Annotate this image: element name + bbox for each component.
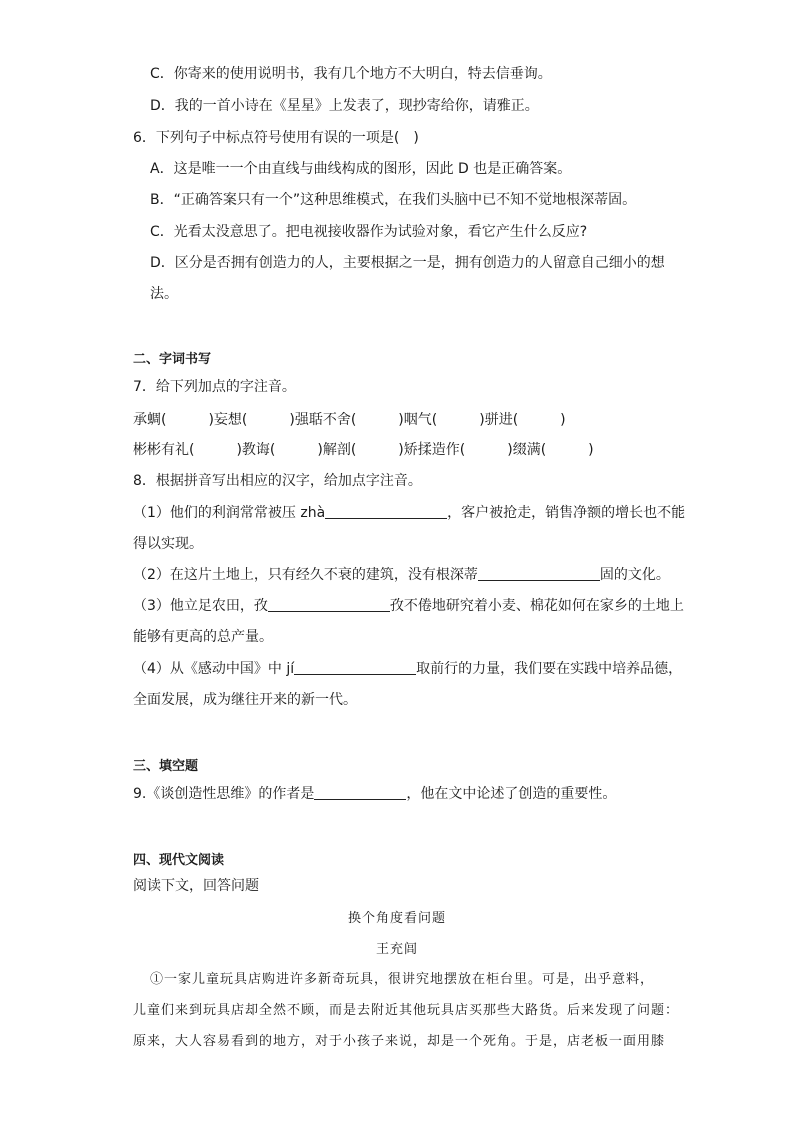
- q6-stem: 6．下列句子中标点符号使用有误的一项是( ): [133, 130, 419, 146]
- q8-3-text-c: 能够有更高的总产量。: [133, 629, 273, 645]
- q9: [133, 784, 616, 804]
- q8-item-4: [133, 659, 682, 679]
- q8-item-1: [133, 503, 685, 523]
- q8-1-text-a: （1）他们的利润常常被压 zhà: [133, 505, 326, 521]
- q8-2-answer-blank[interactable]: [478, 566, 600, 581]
- section-4-heading: 四、现代文阅读: [133, 853, 225, 868]
- q9-answer-blank[interactable]: [314, 785, 406, 800]
- q8-item-3: [133, 596, 684, 616]
- q8-4-text-a: （4）从《感动中国》中 jí: [133, 661, 295, 677]
- q8-4-text-b: 取前行的力量，我们要在实践中培养品德，: [416, 661, 683, 677]
- q8-3-text-b: 孜不倦地研究着小麦、棉花如何在家乡的土地上: [389, 598, 684, 614]
- reading-instruction: 阅读下文，回答问题: [133, 878, 259, 894]
- q6-option-d-line1: D．区分是否拥有创造力的人，主要根据之一是，拥有创造力的人留意自己细小的想: [150, 255, 665, 271]
- q8-2-text-b: 固的文化。: [599, 567, 670, 583]
- q6-option-c: C．光看太没意思了。把电视接收器作为试验对象，看它产生什么反应?: [150, 224, 588, 240]
- q6-option-a: A．这是唯一一个由直线与曲线构成的图形，因此 D 也是正确答案。: [150, 161, 572, 177]
- q8-3-text-a: （3）他立足农田，孜: [133, 598, 268, 614]
- q9-text-a: 9.《谈创造性思维》的作者是: [133, 786, 315, 802]
- q7-stem: 7．给下列加点的字注音。: [133, 379, 296, 395]
- q9-text-b: ，他在文中论述了创造的重要性。: [406, 786, 617, 802]
- passage-line-3: 原来，大人容易看到的地方，对于小孩子来说，却是一个死角。于是，店老板一面用膝: [133, 1034, 666, 1049]
- q8-1-answer-blank[interactable]: [325, 504, 447, 519]
- q8-4-text-c: 全面发展，成为继往开来的新一代。: [133, 692, 357, 708]
- passage-line-2: 儿童们来到玩具店却全然不顾，而是去附近其他玩具店买那些大路货。后来发现了问题：: [133, 1003, 680, 1018]
- passage-author: 王充闾: [375, 942, 418, 957]
- q7-row-2: 彬彬有礼( )教诲( )解剖( )矫揉造作( )缀满( ): [133, 442, 594, 458]
- q8-item-2: [133, 565, 670, 585]
- section-3-heading: 三、填空题: [133, 759, 199, 774]
- q8-3-answer-blank[interactable]: [268, 597, 390, 612]
- q8-1-text-c: 得以实现。: [133, 536, 203, 552]
- q8-2-text-a: （2）在这片土地上，只有经久不衰的建筑，没有根深蒂: [133, 567, 478, 583]
- q5-option-c: C．你寄来的使用说明书，我有几个地方不大明白，特去信垂询。: [150, 66, 552, 82]
- q8-stem: 8．根据拼音写出相应的汉字，给加点字注音。: [133, 473, 422, 489]
- q7-row-1: 承蜩( )妄想( )强聒不舍( )咽气( )骈进( ): [133, 412, 566, 428]
- passage-line-1: ①一家儿童玩具店购进许多新奇玩具，很讲究地摆放在柜台里。可是，出乎意料，: [150, 972, 655, 987]
- passage-title: 换个角度看问题: [347, 911, 446, 926]
- q6-option-b: B．“正确答案只有一个”这种思维模式，在我们头脑中已不知不觉地根深蒂固。: [150, 192, 637, 208]
- section-2-heading: 二、字词书写: [133, 352, 212, 367]
- q5-option-d: D．我的一首小诗在《星星》上发表了，现抄寄给你，请雅正。: [150, 98, 539, 114]
- q8-4-answer-blank[interactable]: [294, 660, 416, 675]
- q8-1-text-b: ，客户被抢走，销售净额的增长也不能: [447, 505, 686, 521]
- q6-option-d-line2: 法。: [150, 286, 178, 302]
